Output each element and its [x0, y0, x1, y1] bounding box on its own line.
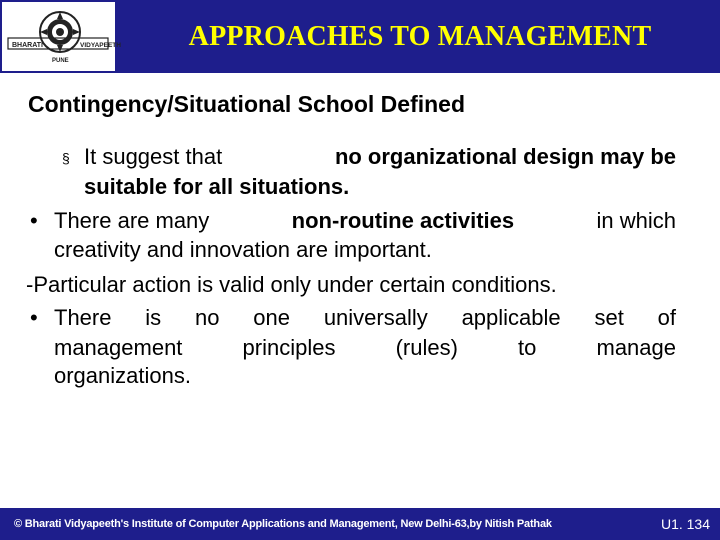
- point1-text: It suggest that: [84, 144, 223, 169]
- point2-emphasis: non-routine activities: [291, 208, 515, 233]
- svg-text:VIDYAPEETH: VIDYAPEETH: [80, 42, 121, 49]
- point2-text: There are many: [54, 208, 210, 233]
- point3-line: -Particular action is valid only under certain conditions.: [26, 272, 557, 297]
- point4-line1: There is no one universally applicable set of: [54, 305, 676, 330]
- svg-text:BHARATI: BHARATI: [12, 42, 43, 49]
- point2-text-end: in which: [596, 208, 676, 233]
- page-number: U1. 134: [660, 516, 710, 532]
- point4-line2: management principles (rules) to manage: [54, 335, 676, 360]
- footer-bar: [0, 508, 720, 540]
- section-heading: Contingency/Situational School Defined: [28, 91, 466, 117]
- bullet-icon: •: [30, 305, 38, 330]
- point1-line2: suitable for all situations.: [84, 174, 350, 199]
- point1-emphasis: no organizational design may be: [334, 144, 676, 169]
- point1-line1: [84, 145, 676, 169]
- bullet-icon: •: [30, 208, 38, 233]
- slide-title: APPROACHES TO MANAGEMENT: [188, 20, 652, 52]
- point4-line3: organizations.: [54, 363, 191, 388]
- square-bullet-icon: §: [62, 150, 70, 166]
- point2-line2: creativity and innovation are important.: [54, 237, 432, 262]
- svg-text:PUNE: PUNE: [52, 58, 69, 64]
- point2-line1: [54, 209, 676, 233]
- footer-credit: © Bharati Vidyapeeth's Institute of Computer Applications and Management, New Delhi-63,by Nitish Pathak: [14, 518, 552, 530]
